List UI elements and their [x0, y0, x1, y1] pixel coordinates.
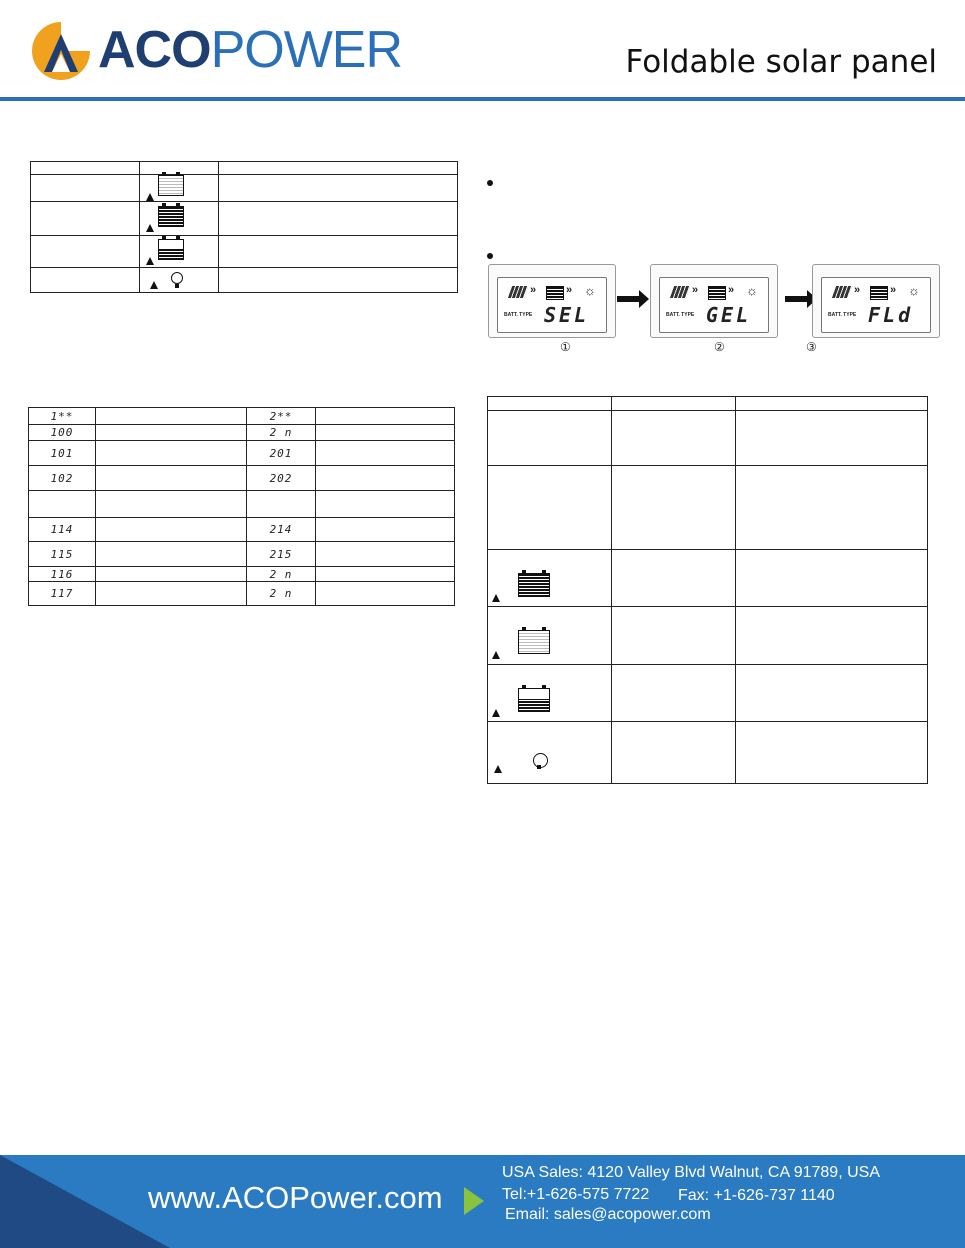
battery-full-icon [708, 286, 726, 300]
table-row [488, 607, 928, 665]
table-row: 116 2 n [29, 567, 455, 582]
status-icon-table [30, 161, 458, 293]
table-row [488, 411, 928, 466]
logo-wordmark: ACOPOWER [98, 21, 403, 79]
warning-icon [494, 765, 502, 773]
footer-accent [0, 1155, 170, 1248]
header-divider [0, 97, 965, 101]
arrow-right-icon [785, 296, 809, 302]
bullet-point [487, 180, 493, 186]
table-row: 114 214 [29, 518, 455, 542]
warning-icon [150, 281, 158, 289]
step-number: ① [560, 340, 571, 354]
table-row [488, 550, 928, 607]
table-row [31, 236, 458, 268]
table-row [31, 175, 458, 202]
step-number: ② [714, 340, 725, 354]
table-row: 101 201 [29, 441, 455, 466]
lcd-label: BATT. TYPE [504, 312, 533, 318]
warning-icon [492, 709, 500, 717]
table-row [488, 665, 928, 722]
lcd-label: BATT. TYPE [666, 312, 695, 318]
table-row: 100 2 n [29, 425, 455, 441]
solar-panel-icon [832, 286, 852, 298]
battery-empty-icon [518, 630, 550, 654]
battery-full-icon [518, 573, 550, 597]
error-code-table [28, 407, 455, 606]
battery-status-table [487, 396, 928, 784]
battery-full-icon [158, 206, 184, 227]
footer-email[interactable]: Email: sales@acopower.com [505, 1206, 711, 1223]
table-row [488, 722, 928, 784]
table-row: 1** 2** [29, 408, 455, 425]
bulb-icon: ☼ [584, 283, 596, 298]
step-number: ③ [806, 340, 817, 354]
solar-panel-icon [670, 286, 690, 298]
battery-half-icon [158, 239, 184, 260]
solar-panel-icon [508, 286, 528, 298]
table-row [31, 268, 458, 293]
bullet-point [487, 253, 493, 259]
lcd-screen-2: » » ☼ BATT. TYPE GEL [650, 264, 778, 338]
footer-sales-address: USA Sales: 4120 Valley Blvd Walnut, CA 91789, USA [502, 1164, 880, 1181]
lcd-screen-3: » » ☼ BATT. TYPE FLd [812, 264, 940, 338]
lcd-code: GEL [706, 303, 752, 327]
warning-icon [492, 651, 500, 659]
table-row [29, 491, 455, 518]
warning-icon [146, 257, 154, 265]
table-row: 115 215 [29, 542, 455, 567]
warning-icon [492, 594, 500, 602]
bulb-icon: ☼ [746, 283, 758, 298]
arrow-right-icon [617, 296, 641, 302]
footer-phone: Tel:+1-626-575 7722 [502, 1186, 650, 1203]
battery-empty-icon [158, 175, 184, 196]
bulb-icon [171, 272, 183, 284]
lcd-code: SEL [544, 303, 590, 327]
page-title: Foldable solar panel [625, 44, 937, 80]
bulb-icon: ☼ [908, 283, 920, 298]
table-row: 117 2 n [29, 582, 455, 606]
lcd-code: FLd [868, 303, 914, 327]
warning-icon [146, 193, 154, 201]
lcd-label: BATT. TYPE [828, 312, 857, 318]
lcd-screen-1: » » ☼ BATT. TYPE SEL [488, 264, 616, 338]
battery-full-icon [870, 286, 888, 300]
warning-icon [146, 224, 154, 232]
logo-mark [30, 20, 92, 82]
table-row [31, 202, 458, 236]
battery-half-icon [518, 688, 550, 712]
footer-website-link[interactable]: www.ACOPower.com [148, 1180, 443, 1215]
bulb-icon [533, 753, 548, 768]
battery-full-icon [546, 286, 564, 300]
play-arrow-icon [464, 1187, 484, 1215]
footer-fax: Fax: +1-626-737 1140 [678, 1187, 835, 1204]
table-row [488, 466, 928, 550]
table-row: 102 202 [29, 466, 455, 491]
